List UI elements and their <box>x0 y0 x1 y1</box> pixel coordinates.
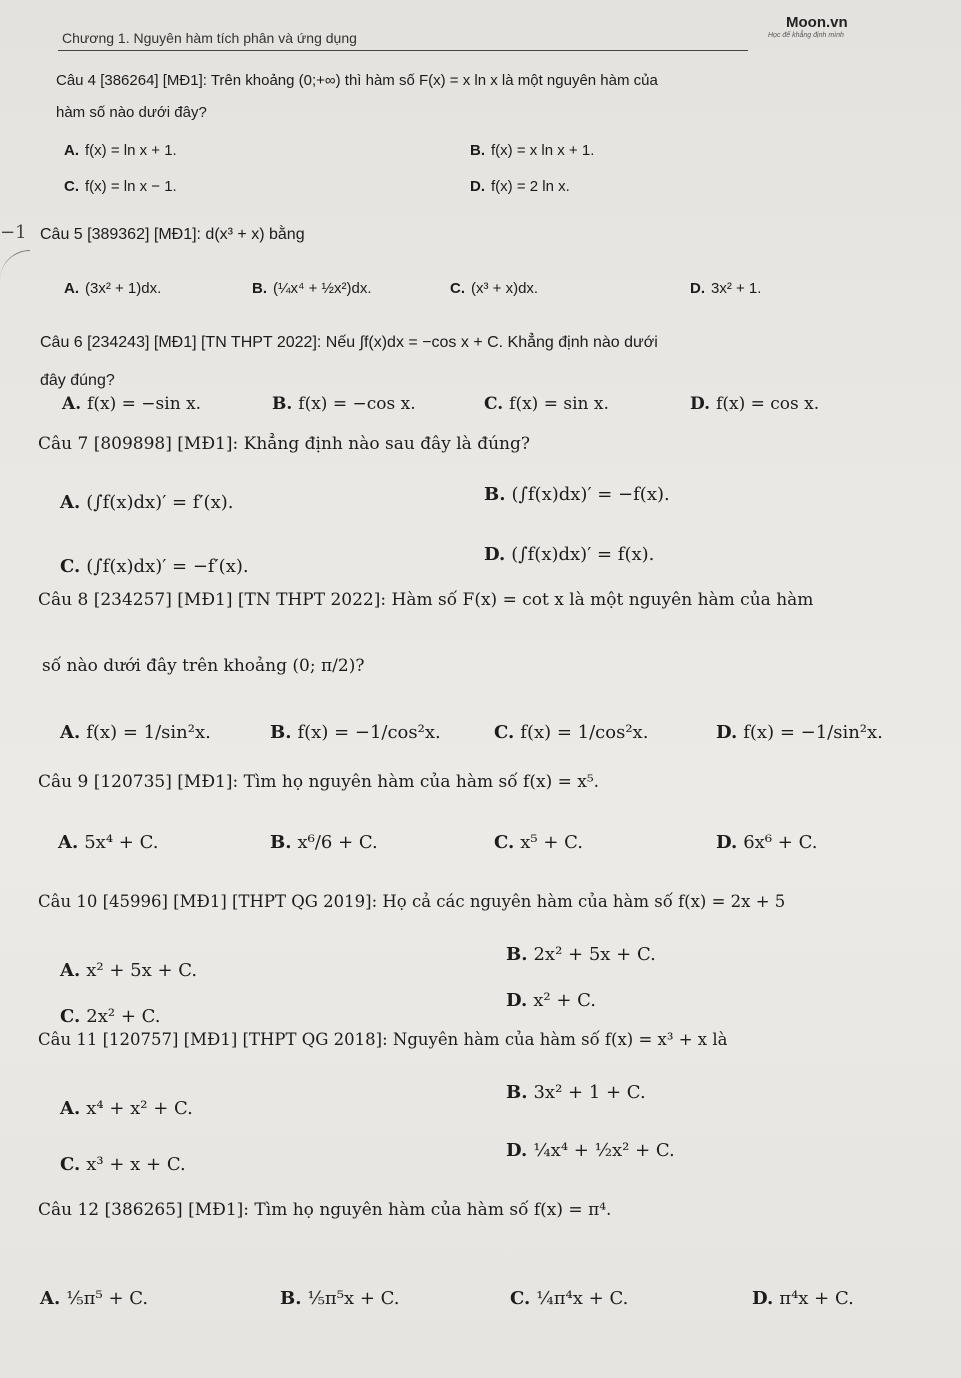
question-7-option-b: B. (∫f(x)dx)′ = −f(x). <box>484 484 670 505</box>
question-10-option-c: C. 2x² + C. <box>60 1006 161 1027</box>
question-6-option-b: B. f(x) = −cos x. <box>272 394 416 414</box>
question-12-stem: Câu 12 [386265] [MĐ1]: Tìm họ nguyên hàm của hàm số f(x) = π⁴. <box>38 1200 612 1220</box>
question-4-stem-cont: hàm số nào dưới đây? <box>56 104 207 121</box>
question-4-option-a: A. f(x) = ln x + 1. <box>64 142 177 159</box>
question-4-option-b: B. f(x) = x ln x + 1. <box>470 142 595 159</box>
header-rule <box>58 50 748 51</box>
question-11-option-c: C. x³ + x + C. <box>60 1154 186 1175</box>
question-6-option-c: C. f(x) = sin x. <box>484 394 609 414</box>
question-12-option-a: A. ⅕π⁵ + C. <box>40 1288 149 1309</box>
question-8-stem: Câu 8 [234257] [MĐ1] [TN THPT 2022]: Hàm số F(x) = cot x là một nguyên hàm của hàm <box>38 590 814 610</box>
question-8-option-d: D. f(x) = −1/sin²x. <box>716 722 883 743</box>
question-4-stem: Câu 4 [386264] [MĐ1]: Trên khoảng (0;+∞) thì hàm số F(x) = x ln x là một nguyên hàm của <box>56 72 658 89</box>
question-10-stem: Câu 10 [45996] [MĐ1] [THPT QG 2019]: Họ cả các nguyên hàm của hàm số f(x) = 2x + 5 <box>38 892 786 911</box>
question-6-option-d: D. f(x) = cos x. <box>690 394 820 414</box>
question-10-option-d: D. x² + C. <box>506 990 596 1011</box>
margin-mark: −1 <box>0 222 27 243</box>
margin-curve <box>0 250 30 281</box>
question-9-stem: Câu 9 [120735] [MĐ1]: Tìm họ nguyên hàm của hàm số f(x) = x⁵. <box>38 772 600 792</box>
question-7-stem: Câu 7 [809898] [MĐ1]: Khẳng định nào sau đây là đúng? <box>38 434 530 454</box>
question-5-option-c: C. (x³ + x)dx. <box>450 280 539 297</box>
chapter-header: Chương 1. Nguyên hàm tích phân và ứng dụng <box>62 30 357 46</box>
brand-logo: Moon.vn <box>786 14 848 31</box>
question-11-option-d: D. ¼x⁴ + ½x² + C. <box>506 1140 675 1161</box>
question-6-option-a: A. f(x) = −sin x. <box>62 394 202 414</box>
question-9-option-c: C. x⁵ + C. <box>494 832 584 853</box>
question-12-option-d: D. π⁴x + C. <box>752 1288 854 1309</box>
question-12-option-c: C. ¼π⁴x + C. <box>510 1288 629 1309</box>
brand-tagline: Học để khẳng định mình <box>768 32 844 39</box>
question-9-option-b: B. x⁶/6 + C. <box>270 832 378 853</box>
question-6-stem: Câu 6 [234243] [MĐ1] [TN THPT 2022]: Nếu ∫f(x)dx = −cos x + C. Khẳng định nào dưới <box>40 334 658 351</box>
question-10-option-a: A. x² + 5x + C. <box>60 960 198 981</box>
question-11-option-b: B. 3x² + 1 + C. <box>506 1082 646 1103</box>
question-5-option-b: B. (¼x⁴ + ½x²)dx. <box>252 280 372 297</box>
question-10-option-b: B. 2x² + 5x + C. <box>506 944 656 965</box>
question-5-option-d: D. 3x² + 1. <box>690 280 762 297</box>
question-7-option-a: A. (∫f(x)dx)′ = f′(x). <box>60 492 234 513</box>
question-4-option-d: D. f(x) = 2 ln x. <box>470 178 570 195</box>
question-5-option-a: A. (3x² + 1)dx. <box>64 280 162 297</box>
question-4-option-c: C. f(x) = ln x − 1. <box>64 178 177 195</box>
question-12-option-b: B. ⅕π⁵x + C. <box>280 1288 400 1309</box>
question-7-option-d: D. (∫f(x)dx)′ = f(x). <box>484 544 655 565</box>
question-8-option-a: A. f(x) = 1/sin²x. <box>60 722 211 743</box>
question-9-option-d: D. 6x⁶ + C. <box>716 832 818 853</box>
question-8-option-c: C. f(x) = 1/cos²x. <box>494 722 649 743</box>
question-11-stem: Câu 11 [120757] [MĐ1] [THPT QG 2018]: Nguyên hàm của hàm số f(x) = x³ + x là <box>38 1030 728 1049</box>
question-6-stem-cont: đây đúng? <box>40 372 115 389</box>
question-8-option-b: B. f(x) = −1/cos²x. <box>270 722 441 743</box>
question-8-stem-cont: số nào dưới đây trên khoảng (0; π/2)? <box>42 656 365 676</box>
question-7-option-c: C. (∫f(x)dx)′ = −f′(x). <box>60 556 249 577</box>
question-9-option-a: A. 5x⁴ + C. <box>58 832 159 853</box>
question-5-stem: Câu 5 [389362] [MĐ1]: d(x³ + x) bằng <box>40 226 305 243</box>
question-11-option-a: A. x⁴ + x² + C. <box>60 1098 193 1119</box>
